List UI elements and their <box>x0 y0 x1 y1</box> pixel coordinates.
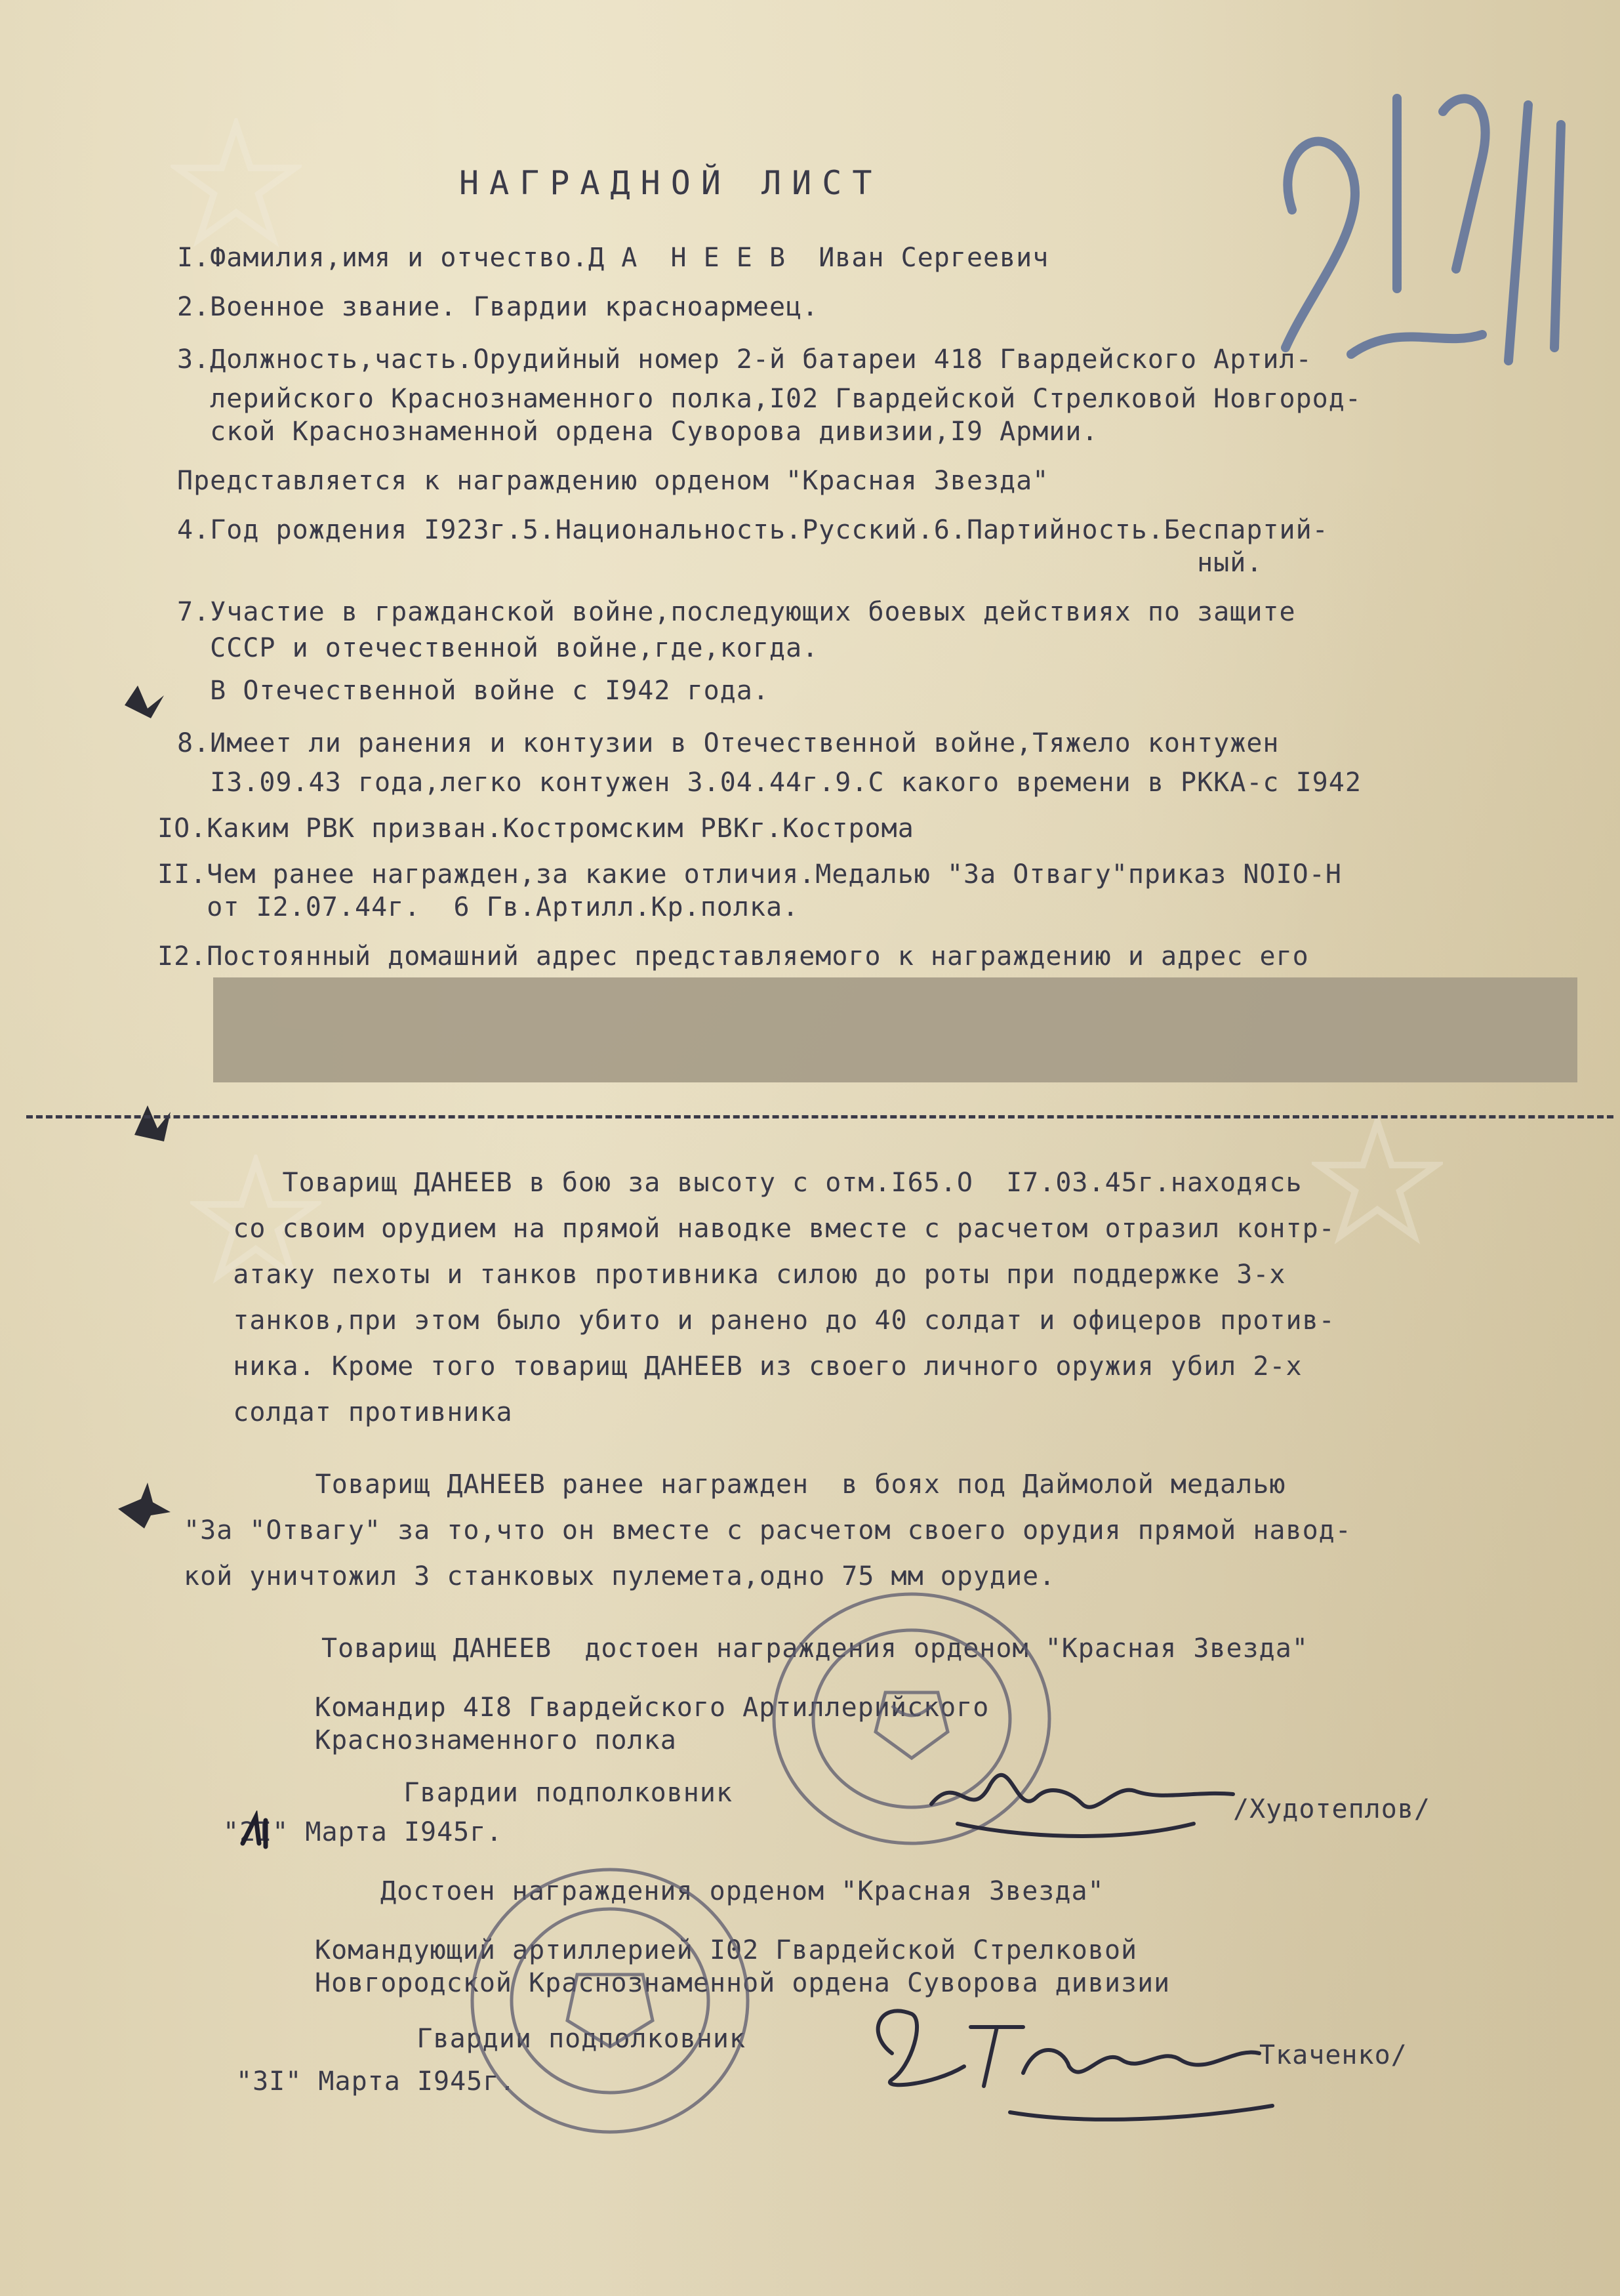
field-wounds: 8.Имеет ли ранения и контузии в Отечественной войне,Тяжело контужен <box>177 728 1280 758</box>
narrative-line: Товарищ ДАНЕЕВ в бою за высоту с отм.I65.O I7.03.45г.находясь <box>184 1168 1303 1198</box>
document-title: НАГРАДНОЙ ЛИСТ <box>459 164 883 202</box>
field-draft-office: IO.Каким РВК призван.Костромским РВКг.Кострома <box>157 813 914 844</box>
margin-check-mark-icon <box>115 1479 174 1532</box>
field-previous-awards-cont: от I2.07.44г. 6 Гв.Артилл.Кр.полка. <box>157 892 800 922</box>
field-party-cont: ный. <box>177 548 1263 578</box>
commander-rank-line: Гвардии подполковник <box>334 2024 746 2054</box>
commander-title-line: Краснознаменного полка <box>315 1725 677 1755</box>
field-birth-nationality-party: 4.Год рождения I923г.5.Национальность.Русский.6.Партийность.Беспартий- <box>177 515 1329 545</box>
field-military-rank: 2.Военное звание. Гвардии красноармеец. <box>177 292 819 322</box>
field-war-participation-answer: В Отечественной войне с I942 года. <box>177 676 769 706</box>
award-nomination-line: Представляется к награждению орденом "Красная Звезда" <box>177 466 1049 496</box>
commander-signature <box>918 1745 1259 1850</box>
commander-title-line: Командующий артиллерией I02 Гвардейской Стрелковой <box>315 1935 1138 1965</box>
signer-name: Ткаченко/ <box>1259 2040 1407 2070</box>
field-position-unit: 3.Должность,часть.Орудийный номер 2-й батареи 418 Гвардейского Артил- <box>177 344 1312 375</box>
commander-rank-line: Гвардии подполковник <box>321 1778 733 1808</box>
field-war-participation: 7.Участие в гражданской войне,последующих боевых действиях по защите <box>177 597 1296 627</box>
narrative-line: "За "Отвагу" за то,что он вместе с расчетом своего орудия прямой навод- <box>184 1515 1352 1546</box>
narrative-line: Товарищ ДАНЕЕВ ранее награжден в боях под Даймолой медалью <box>184 1469 1286 1500</box>
field-wounds-cont: I3.09.43 года,легко контужен 3.04.44г.9.С какого времени в РККА-с I942 <box>177 768 1362 798</box>
signer-name: /Худотеплов/ <box>1233 1794 1430 1824</box>
field-home-address: I2.Постоянный домашний адрес представляемого к награждению и адрес его <box>157 941 1309 972</box>
recommendation-line: Товарищ ДАНЕЕВ достоен награждения орденом "Красная Звезда" <box>321 1633 1308 1664</box>
field-previous-awards: II.Чем ранее награжден,за какие отличия.Медалью "За Отвагу"приказ NОIO-Н <box>157 859 1342 890</box>
date-line: "2I" Марта I945г. <box>223 1817 503 1847</box>
field-position-unit-cont: ской Краснознаменной ордена Суворова дивизии,I9 Армии. <box>177 417 1099 447</box>
commander-title-line: Командир 4I8 Гвардейского Артиллерийского <box>315 1692 990 1723</box>
division-commander-signature <box>853 1988 1312 2139</box>
field-war-participation-cont: СССР и отечественной войне,где,когда. <box>177 633 819 663</box>
narrative-line: ника. Кроме того товарищ ДАНЕЕВ из своего личного оружия убил 2-х <box>184 1351 1303 1382</box>
date-line: "3I" Марта I945г. <box>236 2066 516 2097</box>
commander-title-line: Новгородской Краснознаменной ордена Суворова дивизии <box>315 1968 1171 1998</box>
redacted-address-block <box>213 977 1577 1082</box>
narrative-line: атаку пехоты и танков противника силою до роты при поддержке 3-х <box>184 1260 1286 1290</box>
narrative-line: танков,при этом было убито и ранено до 40 солдат и офицеров против- <box>184 1305 1335 1336</box>
margin-check-mark-icon <box>118 672 171 725</box>
narrative-line: кой уничтожил 3 станковых пулемета,одно 75 мм орудие. <box>184 1561 1056 1591</box>
watermark-star-icon <box>171 118 302 249</box>
approval-line: Достоен награждения орденом "Красная Звезда" <box>380 1876 1104 1906</box>
dashed-separator <box>26 1115 1613 1118</box>
margin-check-mark-icon <box>128 1096 180 1148</box>
field-position-unit-cont: лерийского Краснознаменного полка,I02 Гвардейской Стрелковой Новгород- <box>177 384 1362 414</box>
narrative-line: солдат противника <box>184 1397 513 1427</box>
division-seal-stamp <box>459 1856 761 2145</box>
field-full-name: I.Фамилия,имя и отчество.Д А Н Е Е В Иван Сергеевич <box>177 243 1049 273</box>
handwritten-registry-number <box>1246 72 1613 380</box>
handwritten-date-digits <box>236 1811 289 1850</box>
narrative-line: со своим орудием на прямой наводке вместе с расчетом отразил контр- <box>184 1214 1335 1244</box>
